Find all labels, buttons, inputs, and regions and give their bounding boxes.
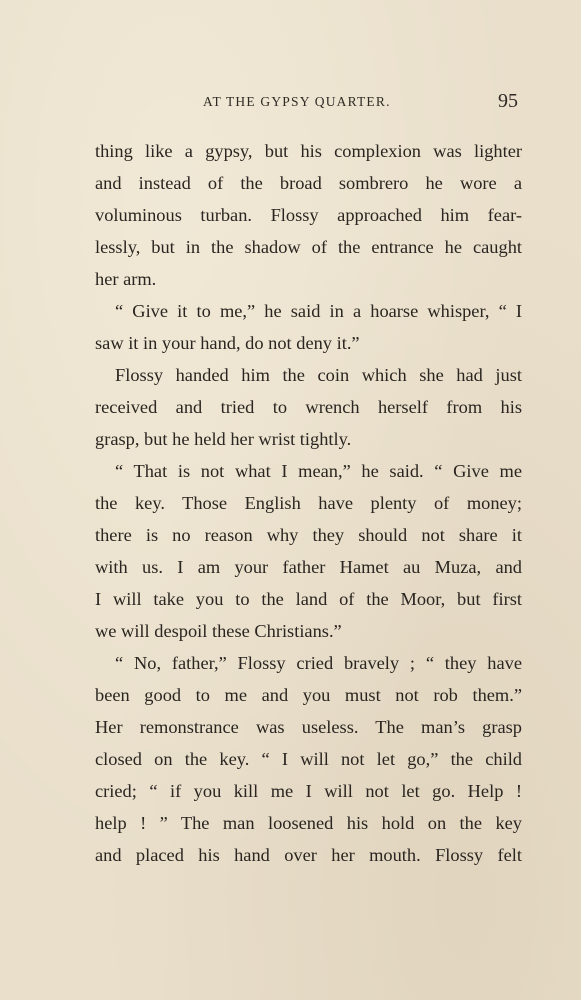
text-line: with us. I am your father Hamet au Muza, and — [95, 557, 522, 577]
running-title: AT THE GYPSY QUARTER. — [203, 94, 391, 109]
body-text — [95, 135, 522, 871]
text-line: and instead of the broad sombrero he wore a — [95, 173, 522, 193]
text-line: her arm. — [95, 269, 157, 289]
text-line: been good to me and you must not rob them.” — [95, 685, 522, 705]
text-line: there is no reason why they should not share it — [95, 525, 522, 545]
text-line: cried; “ if you kill me I will not let go. Help ! — [95, 781, 522, 801]
text-line: closed on the key. “ I will not let go,” the child — [95, 749, 522, 769]
page-number: 95 — [498, 90, 518, 112]
text-line: “ No, father,” Flossy cried bravely ; “ they have — [115, 653, 522, 673]
text-line: I will take you to the land of the Moor, but first — [95, 589, 522, 609]
text-line: lessly, but in the shadow of the entrance he caught — [95, 237, 522, 257]
text-line: received and tried to wrench herself from his — [95, 397, 522, 417]
text-line: the key. Those English have plenty of money; — [95, 493, 522, 513]
text-line: “ That is not what I mean,” he said. “ Give me — [115, 461, 522, 481]
text-line: and placed his hand over her mouth. Flossy felt — [95, 845, 522, 865]
running-head — [95, 92, 522, 120]
text-line: saw it in your hand, do not deny it.” — [95, 333, 360, 353]
text-line: Flossy handed him the coin which she had just — [115, 365, 522, 385]
text-line: grasp, but he held her wrist tightly. — [95, 429, 352, 449]
text-line: thing like a gypsy, but his complexion was lighter — [95, 141, 522, 161]
text-line: help ! ” The man loosened his hold on the key — [95, 813, 522, 833]
text-line: “ Give it to me,” he said in a hoarse whisper, “ I — [115, 301, 522, 321]
text-line: we will despoil these Christians.” — [95, 621, 342, 641]
text-line: voluminous turban. Flossy approached him fear- — [95, 205, 522, 225]
text-line: Her remonstrance was useless. The man’s grasp — [95, 717, 522, 737]
